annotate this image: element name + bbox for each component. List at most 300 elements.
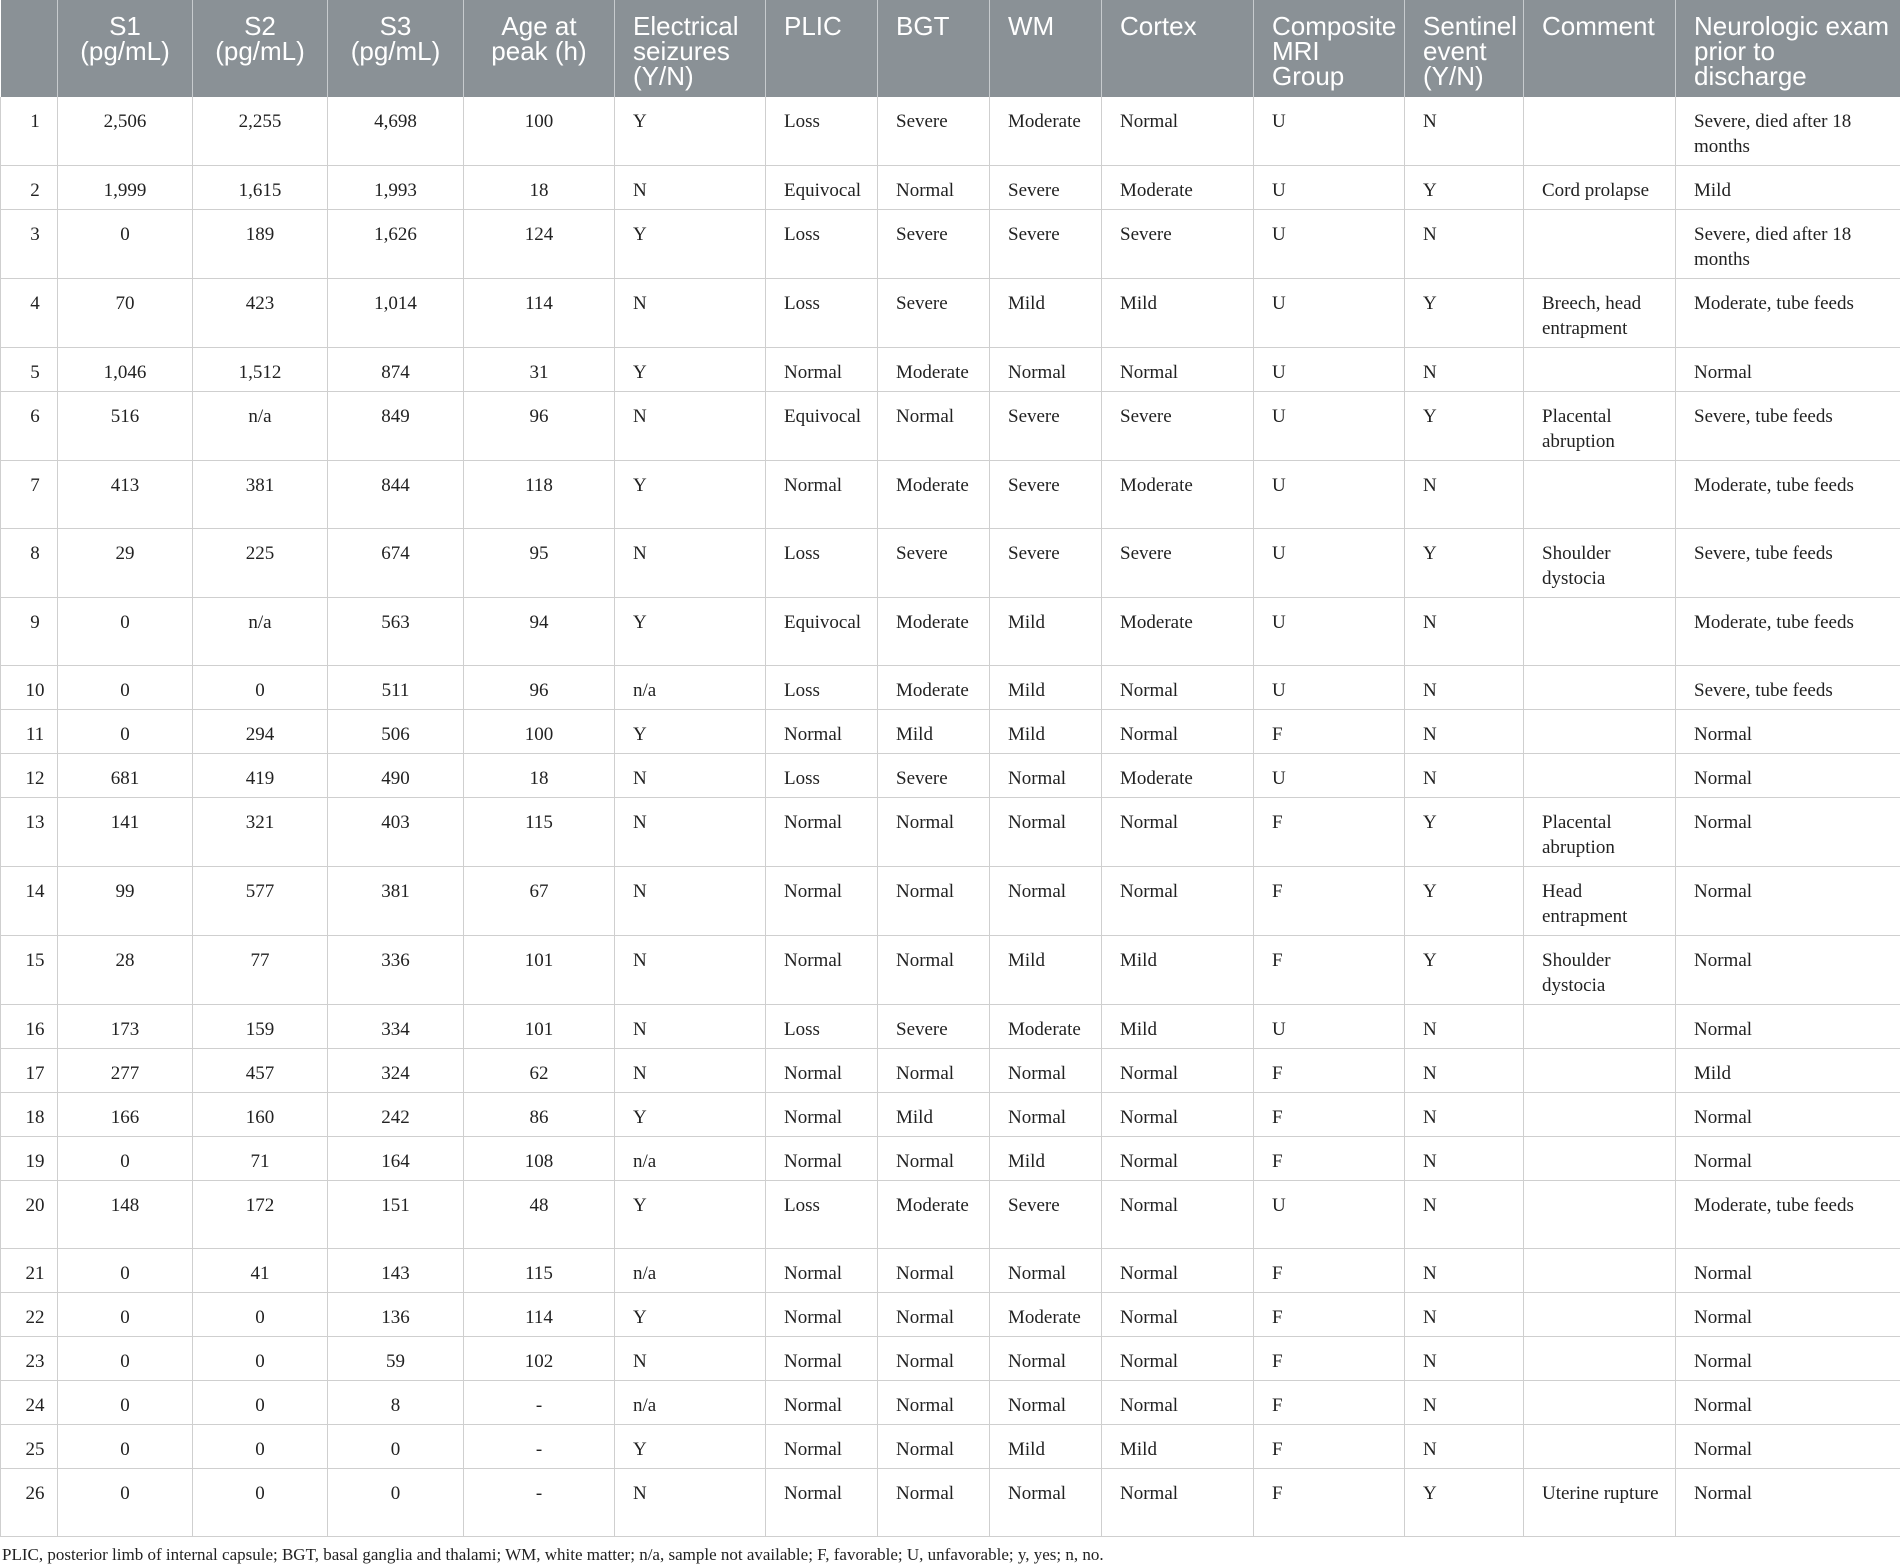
cell-neuro: Mild: [1676, 166, 1900, 210]
cell-s1: 1,046: [58, 348, 193, 392]
cell-bgt: Moderate: [878, 461, 990, 529]
cell-mri: U: [1254, 348, 1405, 392]
cell-id: 4: [1, 279, 58, 348]
cell-mri: F: [1254, 1381, 1405, 1425]
cell-age: 62: [464, 1049, 615, 1093]
cell-comment: [1524, 1181, 1676, 1249]
cell-bgt: Moderate: [878, 666, 990, 710]
cell-cortex: Severe: [1102, 392, 1254, 461]
cell-plic: Loss: [766, 666, 878, 710]
table-row: [1, 1093, 1900, 1137]
cell-wm: Mild: [990, 936, 1102, 1005]
cell-seiz: Y: [615, 1425, 766, 1469]
cell-id: 15: [1, 936, 58, 1005]
cell-neuro: Moderate, tube feeds: [1676, 1181, 1900, 1249]
cell-s2: n/a: [193, 598, 328, 666]
cell-sentinel: N: [1405, 1249, 1524, 1293]
column-header-comment: Comment: [1524, 0, 1676, 97]
cell-wm: Normal: [990, 1249, 1102, 1293]
cell-neuro: Severe, tube feeds: [1676, 529, 1900, 598]
table-row: [1, 598, 1900, 666]
cell-plic: Normal: [766, 348, 878, 392]
cell-id: 22: [1, 1293, 58, 1337]
cell-seiz: N: [615, 867, 766, 936]
cell-sentinel: N: [1405, 1381, 1524, 1425]
cell-wm: Normal: [990, 1469, 1102, 1537]
cell-s1: 413: [58, 461, 193, 529]
cell-s3: 849: [328, 392, 464, 461]
cell-age: 118: [464, 461, 615, 529]
column-header-bgt: BGT: [878, 0, 990, 97]
table-row: [1, 210, 1900, 279]
cell-comment: [1524, 1249, 1676, 1293]
cell-age: 101: [464, 1005, 615, 1049]
cell-plic: Normal: [766, 1425, 878, 1469]
cell-sentinel: Y: [1405, 867, 1524, 936]
table-row: [1, 392, 1900, 461]
cell-wm: Severe: [990, 461, 1102, 529]
table-row: [1, 1049, 1900, 1093]
cell-s2: 423: [193, 279, 328, 348]
cell-sentinel: N: [1405, 666, 1524, 710]
cell-plic: Loss: [766, 1181, 878, 1249]
cell-s3: 563: [328, 598, 464, 666]
cell-age: 115: [464, 1249, 615, 1293]
cell-mri: F: [1254, 1137, 1405, 1181]
cell-s3: 334: [328, 1005, 464, 1049]
cell-mri: F: [1254, 1249, 1405, 1293]
cell-mri: U: [1254, 1181, 1405, 1249]
cell-mri: U: [1254, 598, 1405, 666]
cell-mri: U: [1254, 279, 1405, 348]
cell-s2: 172: [193, 1181, 328, 1249]
cell-id: 20: [1, 1181, 58, 1249]
cell-plic: Normal: [766, 1137, 878, 1181]
cell-neuro: Normal: [1676, 1469, 1900, 1537]
cell-seiz: Y: [615, 1093, 766, 1137]
cell-s2: 419: [193, 754, 328, 798]
cell-cortex: Normal: [1102, 1181, 1254, 1249]
cell-id: 2: [1, 166, 58, 210]
cell-comment: [1524, 1137, 1676, 1181]
cell-id: 16: [1, 1005, 58, 1049]
cell-sentinel: N: [1405, 1005, 1524, 1049]
cell-plic: Equivocal: [766, 392, 878, 461]
cell-age: 67: [464, 867, 615, 936]
cell-s3: 381: [328, 867, 464, 936]
cell-s2: 225: [193, 529, 328, 598]
cell-comment: [1524, 461, 1676, 529]
cell-mri: F: [1254, 1469, 1405, 1537]
cell-s1: 28: [58, 936, 193, 1005]
cell-seiz: n/a: [615, 1381, 766, 1425]
cell-cortex: Normal: [1102, 1249, 1254, 1293]
cell-s3: 874: [328, 348, 464, 392]
cell-bgt: Normal: [878, 1049, 990, 1093]
cell-cortex: Normal: [1102, 710, 1254, 754]
cell-s3: 0: [328, 1425, 464, 1469]
cell-s3: 8: [328, 1381, 464, 1425]
cell-seiz: Y: [615, 210, 766, 279]
cell-comment: [1524, 1381, 1676, 1425]
cell-s3: 324: [328, 1049, 464, 1093]
cell-sentinel: N: [1405, 1293, 1524, 1337]
cell-sentinel: Y: [1405, 166, 1524, 210]
cell-s1: 70: [58, 279, 193, 348]
cell-mri: U: [1254, 754, 1405, 798]
cell-s1: 0: [58, 1249, 193, 1293]
table-row: [1, 1469, 1900, 1537]
cell-id: 25: [1, 1425, 58, 1469]
cell-neuro: Normal: [1676, 936, 1900, 1005]
cell-age: 100: [464, 97, 615, 166]
cell-sentinel: N: [1405, 598, 1524, 666]
cell-bgt: Mild: [878, 710, 990, 754]
cell-s1: 166: [58, 1093, 193, 1137]
cell-comment: Shoulder dystocia: [1524, 529, 1676, 598]
cell-plic: Loss: [766, 210, 878, 279]
cell-comment: Breech, head entrapment: [1524, 279, 1676, 348]
cell-neuro: Normal: [1676, 1137, 1900, 1181]
cell-bgt: Moderate: [878, 1181, 990, 1249]
cell-sentinel: Y: [1405, 529, 1524, 598]
cell-s2: 0: [193, 1337, 328, 1381]
cell-id: 8: [1, 529, 58, 598]
column-header-sentinel: Sentinel event (Y/N): [1405, 0, 1524, 97]
cell-s3: 506: [328, 710, 464, 754]
cell-wm: Normal: [990, 1093, 1102, 1137]
cell-sentinel: Y: [1405, 1469, 1524, 1537]
cell-seiz: Y: [615, 461, 766, 529]
table-row: [1, 1381, 1900, 1425]
cell-seiz: Y: [615, 348, 766, 392]
cell-comment: [1524, 754, 1676, 798]
cell-cortex: Normal: [1102, 1137, 1254, 1181]
table-row: [1, 1005, 1900, 1049]
cell-plic: Loss: [766, 1005, 878, 1049]
cell-seiz: n/a: [615, 1249, 766, 1293]
cell-s2: 1,512: [193, 348, 328, 392]
column-header-id: [1, 0, 58, 97]
cell-cortex: Normal: [1102, 97, 1254, 166]
cell-mri: F: [1254, 1337, 1405, 1381]
cell-s2: 577: [193, 867, 328, 936]
cell-mri: F: [1254, 1425, 1405, 1469]
cell-id: 24: [1, 1381, 58, 1425]
cell-age: 102: [464, 1337, 615, 1381]
cell-plic: Normal: [766, 1093, 878, 1137]
cell-neuro: Normal: [1676, 1425, 1900, 1469]
cell-bgt: Moderate: [878, 598, 990, 666]
cell-seiz: N: [615, 1049, 766, 1093]
cell-plic: Normal: [766, 936, 878, 1005]
cell-seiz: N: [615, 798, 766, 867]
cell-cortex: Normal: [1102, 1469, 1254, 1537]
table-footnote: PLIC, posterior limb of internal capsule; BGT, basal ganglia and thalami; WM, white matter; n/a, sample not available; F, favorable; U, unfavorable; y, yes; n, no.: [0, 1537, 1900, 1565]
table-row: [1, 97, 1900, 166]
cell-bgt: Normal: [878, 1425, 990, 1469]
table-row: [1, 867, 1900, 936]
cell-s2: 1,615: [193, 166, 328, 210]
cell-cortex: Normal: [1102, 348, 1254, 392]
cell-seiz: Y: [615, 710, 766, 754]
column-header-wm: WM: [990, 0, 1102, 97]
cell-bgt: Normal: [878, 166, 990, 210]
cell-s1: 516: [58, 392, 193, 461]
cell-mri: F: [1254, 1293, 1405, 1337]
cell-age: -: [464, 1469, 615, 1537]
cell-plic: Loss: [766, 279, 878, 348]
table-row: [1, 1337, 1900, 1381]
cell-comment: [1524, 1337, 1676, 1381]
cell-neuro: Severe, tube feeds: [1676, 392, 1900, 461]
cell-age: 48: [464, 1181, 615, 1249]
table-row: [1, 710, 1900, 754]
cell-cortex: Moderate: [1102, 166, 1254, 210]
cell-cortex: Normal: [1102, 867, 1254, 936]
cell-sentinel: Y: [1405, 798, 1524, 867]
cell-seiz: n/a: [615, 1137, 766, 1181]
cell-seiz: Y: [615, 1293, 766, 1337]
cell-age: 31: [464, 348, 615, 392]
cell-bgt: Severe: [878, 754, 990, 798]
cell-id: 19: [1, 1137, 58, 1181]
cell-seiz: N: [615, 936, 766, 1005]
cell-bgt: Mild: [878, 1093, 990, 1137]
cell-bgt: Normal: [878, 1469, 990, 1537]
cell-s1: 0: [58, 1469, 193, 1537]
column-header-s2: S2 (pg/mL): [193, 0, 328, 97]
cell-age: 86: [464, 1093, 615, 1137]
cell-s3: 490: [328, 754, 464, 798]
cell-sentinel: N: [1405, 1181, 1524, 1249]
cell-comment: [1524, 1049, 1676, 1093]
table-row: [1, 461, 1900, 529]
cell-sentinel: Y: [1405, 279, 1524, 348]
cell-wm: Mild: [990, 1425, 1102, 1469]
cell-s1: 0: [58, 1337, 193, 1381]
cell-s1: 0: [58, 1293, 193, 1337]
cell-cortex: Severe: [1102, 529, 1254, 598]
cell-s1: 277: [58, 1049, 193, 1093]
cell-neuro: Normal: [1676, 1005, 1900, 1049]
cell-s2: 381: [193, 461, 328, 529]
cell-bgt: Severe: [878, 279, 990, 348]
cell-mri: F: [1254, 710, 1405, 754]
cell-neuro: Normal: [1676, 1381, 1900, 1425]
cell-neuro: Normal: [1676, 1337, 1900, 1381]
cell-wm: Mild: [990, 598, 1102, 666]
cell-s3: 4,698: [328, 97, 464, 166]
cell-s2: 159: [193, 1005, 328, 1049]
cell-s3: 164: [328, 1137, 464, 1181]
cell-wm: Severe: [990, 210, 1102, 279]
cell-wm: Severe: [990, 166, 1102, 210]
cell-plic: Normal: [766, 867, 878, 936]
cell-comment: [1524, 710, 1676, 754]
cell-mri: F: [1254, 867, 1405, 936]
column-header-seiz: Electrical seizures (Y/N): [615, 0, 766, 97]
cell-bgt: Severe: [878, 529, 990, 598]
cell-s2: 0: [193, 1425, 328, 1469]
cell-s2: 0: [193, 666, 328, 710]
cell-mri: U: [1254, 392, 1405, 461]
cell-s3: 143: [328, 1249, 464, 1293]
cell-s2: 189: [193, 210, 328, 279]
cell-comment: [1524, 598, 1676, 666]
cell-id: 12: [1, 754, 58, 798]
cell-plic: Normal: [766, 710, 878, 754]
cell-s2: n/a: [193, 392, 328, 461]
cell-id: 9: [1, 598, 58, 666]
cell-seiz: N: [615, 1005, 766, 1049]
cell-s1: 681: [58, 754, 193, 798]
cell-seiz: N: [615, 1337, 766, 1381]
cell-wm: Normal: [990, 754, 1102, 798]
cell-cortex: Normal: [1102, 1337, 1254, 1381]
cell-neuro: Severe, died after 18 months: [1676, 97, 1900, 166]
cell-s3: 674: [328, 529, 464, 598]
cell-comment: Head entrapment: [1524, 867, 1676, 936]
cell-wm: Normal: [990, 798, 1102, 867]
cell-s3: 0: [328, 1469, 464, 1537]
cell-mri: F: [1254, 1093, 1405, 1137]
cell-cortex: Normal: [1102, 1049, 1254, 1093]
cell-s1: 1,999: [58, 166, 193, 210]
cell-seiz: N: [615, 392, 766, 461]
cell-comment: [1524, 210, 1676, 279]
column-header-s1: S1 (pg/mL): [58, 0, 193, 97]
cell-plic: Normal: [766, 1049, 878, 1093]
header-row: [1, 0, 1900, 97]
cell-wm: Mild: [990, 666, 1102, 710]
cell-s1: 29: [58, 529, 193, 598]
column-header-cortex: Cortex: [1102, 0, 1254, 97]
cell-plic: Normal: [766, 1249, 878, 1293]
cell-comment: Cord prolapse: [1524, 166, 1676, 210]
cell-s1: 0: [58, 666, 193, 710]
cell-neuro: Mild: [1676, 1049, 1900, 1093]
cell-id: 3: [1, 210, 58, 279]
cell-comment: [1524, 348, 1676, 392]
cell-wm: Moderate: [990, 1005, 1102, 1049]
cell-s1: 0: [58, 1381, 193, 1425]
cell-wm: Severe: [990, 1181, 1102, 1249]
cell-age: 101: [464, 936, 615, 1005]
cell-comment: [1524, 1005, 1676, 1049]
cell-seiz: N: [615, 166, 766, 210]
cell-s1: 0: [58, 1137, 193, 1181]
cell-cortex: Mild: [1102, 279, 1254, 348]
cell-plic: Normal: [766, 1469, 878, 1537]
cell-bgt: Normal: [878, 1381, 990, 1425]
table-row: [1, 1137, 1900, 1181]
cell-id: 1: [1, 97, 58, 166]
table-row: [1, 798, 1900, 867]
cell-comment: [1524, 1293, 1676, 1337]
column-header-age: Age at peak (h): [464, 0, 615, 97]
cell-s2: 160: [193, 1093, 328, 1137]
cell-cortex: Moderate: [1102, 598, 1254, 666]
cell-bgt: Normal: [878, 1137, 990, 1181]
cell-age: 114: [464, 1293, 615, 1337]
cell-comment: [1524, 97, 1676, 166]
cell-cortex: Moderate: [1102, 754, 1254, 798]
table-row: [1, 936, 1900, 1005]
cell-s2: 2,255: [193, 97, 328, 166]
cell-plic: Normal: [766, 1293, 878, 1337]
cell-cortex: Normal: [1102, 798, 1254, 867]
cell-wm: Severe: [990, 529, 1102, 598]
cell-mri: U: [1254, 461, 1405, 529]
cell-seiz: N: [615, 1469, 766, 1537]
cell-id: 17: [1, 1049, 58, 1093]
table-row: [1, 754, 1900, 798]
cell-s3: 1,014: [328, 279, 464, 348]
cell-plic: Loss: [766, 754, 878, 798]
cell-sentinel: N: [1405, 348, 1524, 392]
cell-bgt: Severe: [878, 97, 990, 166]
cell-s1: 99: [58, 867, 193, 936]
cell-cortex: Mild: [1102, 1005, 1254, 1049]
cell-mri: U: [1254, 210, 1405, 279]
cell-s2: 71: [193, 1137, 328, 1181]
cell-wm: Severe: [990, 392, 1102, 461]
cell-seiz: N: [615, 754, 766, 798]
table-row: [1, 529, 1900, 598]
cell-wm: Normal: [990, 1049, 1102, 1093]
cell-mri: F: [1254, 798, 1405, 867]
table-row: [1, 1181, 1900, 1249]
cell-id: 26: [1, 1469, 58, 1537]
cell-neuro: Normal: [1676, 1249, 1900, 1293]
column-header-mri: Composite MRI Group: [1254, 0, 1405, 97]
cell-age: 124: [464, 210, 615, 279]
cell-age: 100: [464, 710, 615, 754]
cell-neuro: Normal: [1676, 1293, 1900, 1337]
table-row: [1, 279, 1900, 348]
cell-bgt: Normal: [878, 936, 990, 1005]
cell-s3: 151: [328, 1181, 464, 1249]
cell-bgt: Normal: [878, 1249, 990, 1293]
cell-wm: Mild: [990, 279, 1102, 348]
cell-comment: Placental abruption: [1524, 392, 1676, 461]
cell-sentinel: N: [1405, 461, 1524, 529]
cell-age: 18: [464, 166, 615, 210]
cell-id: 11: [1, 710, 58, 754]
cell-s2: 457: [193, 1049, 328, 1093]
cell-wm: Normal: [990, 1381, 1102, 1425]
cell-s3: 59: [328, 1337, 464, 1381]
cell-s1: 2,506: [58, 97, 193, 166]
cell-plic: Loss: [766, 529, 878, 598]
table-row: [1, 348, 1900, 392]
cell-cortex: Severe: [1102, 210, 1254, 279]
cell-s1: 0: [58, 598, 193, 666]
cell-cortex: Mild: [1102, 1425, 1254, 1469]
cell-s3: 844: [328, 461, 464, 529]
column-header-s3: S3 (pg/mL): [328, 0, 464, 97]
cell-cortex: Normal: [1102, 1381, 1254, 1425]
cell-plic: Normal: [766, 1337, 878, 1381]
cell-bgt: Normal: [878, 1293, 990, 1337]
cell-s2: 0: [193, 1293, 328, 1337]
cell-wm: Moderate: [990, 1293, 1102, 1337]
cell-neuro: Moderate, tube feeds: [1676, 598, 1900, 666]
cell-mri: F: [1254, 936, 1405, 1005]
cell-wm: Normal: [990, 348, 1102, 392]
table-row: [1, 666, 1900, 710]
